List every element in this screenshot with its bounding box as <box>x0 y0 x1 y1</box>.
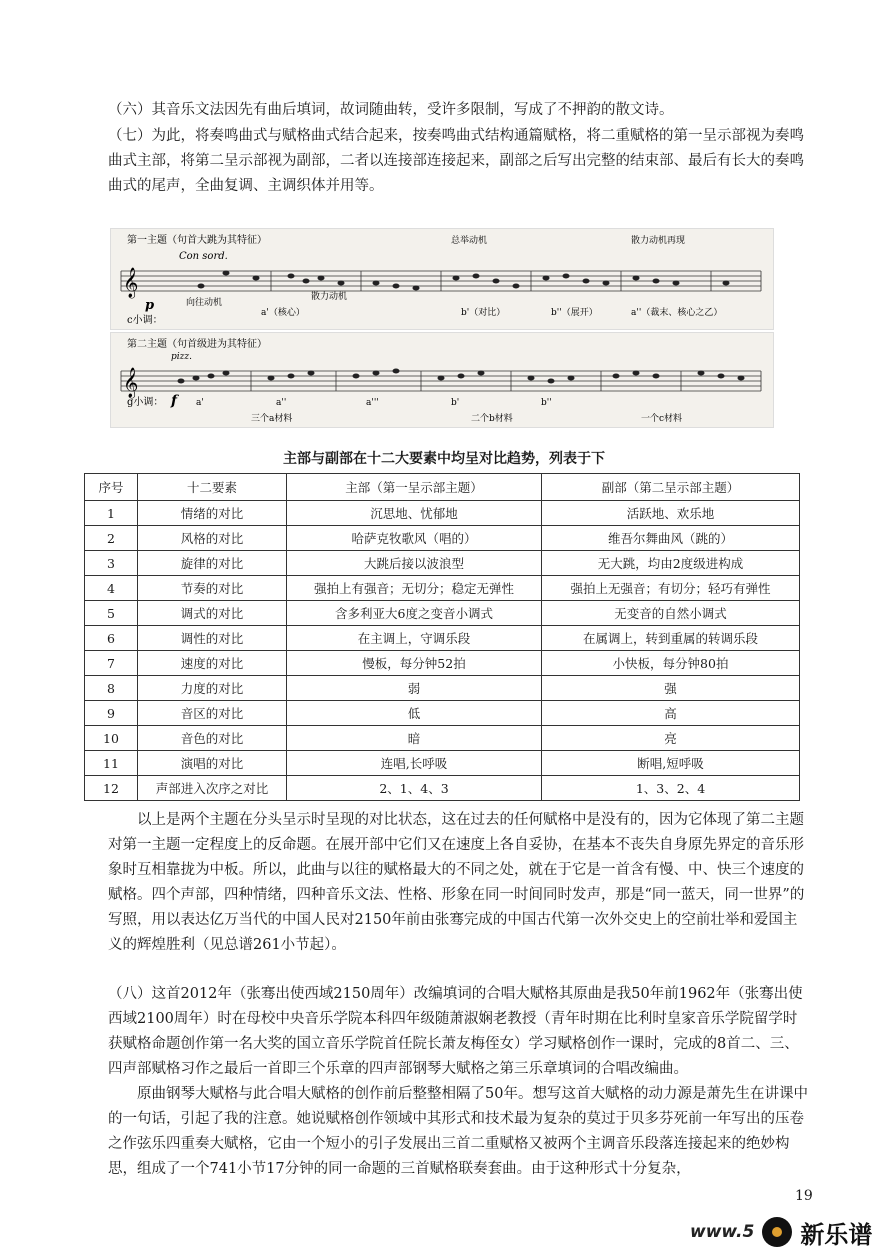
score-theme-1-staff <box>111 229 773 329</box>
score2-key: g小调： <box>127 397 164 408</box>
cell-main: 慢板，每分钟52拍 <box>287 651 542 676</box>
paragraph-7: （七）为此，将奏鸣曲式与赋格曲式结合起来，按奏鸣曲式结构通篇赋格，将二重赋格的第一呈示部视为奏鸣曲式主部，将第二呈示部视为副部，二者以连接部连接起来，副部之后写出完整的结束部、最后有长大的奏鸣曲式的尾声，全曲复调、主调织体并用等。 <box>108 128 804 194</box>
table-row <box>85 576 800 601</box>
cell-secondary: 亮 <box>542 726 800 751</box>
comparison-table <box>84 473 800 801</box>
cell-secondary: 强拍上无强音；有切分；轻巧有弹性 <box>542 576 800 601</box>
cell-element: 声部进入次序之对比 <box>138 776 287 801</box>
cell-index: 8 <box>85 676 138 701</box>
cell-element: 速度的对比 <box>138 651 287 676</box>
score1-label-3: 总举动机 <box>451 236 488 246</box>
score1-marking: Con sord. <box>179 251 228 262</box>
cell-secondary: 在属调上，转到重属的转调乐段 <box>542 626 800 651</box>
score2-marking: pizz. <box>171 352 192 362</box>
cell-index: 5 <box>85 601 138 626</box>
table-row <box>85 651 800 676</box>
page-number: 19 <box>795 1188 813 1204</box>
record-disk-icon <box>762 1217 792 1247</box>
cell-secondary: 维吾尔舞曲风（跳的） <box>542 526 800 551</box>
score-theme-1 <box>110 228 774 330</box>
cell-secondary: 强 <box>542 676 800 701</box>
cell-secondary: 高 <box>542 701 800 726</box>
cell-secondary: 断唱,短呼吸 <box>542 751 800 776</box>
cell-main: 连唱,长呼吸 <box>287 751 542 776</box>
paragraph-8: （八）这首2012年（张骞出使西域2150周年）改编填词的合唱大赋格其原曲是我50年前1962年（张骞出使西域2100周年）时在母校中央音乐学院本科四年级随萧淑娴老教授（青年时期在比利时皇家音乐学院留学时获赋格命题创作第一名大奖的国立音乐学院首任院长萧友梅侄女）学习赋格创作一课时，完成的8首二、三、四声部赋格习作之最后一首即三个乐章的四声部钢琴大赋格之第三乐章填词的合唱改编曲。 <box>108 986 803 1077</box>
table-row <box>85 676 800 701</box>
cell-index: 10 <box>85 726 138 751</box>
score2-sub-4: b' <box>451 398 460 408</box>
score1-title: 第一主题（句首大跳为其特征） <box>127 235 267 246</box>
cell-element: 节奏的对比 <box>138 576 287 601</box>
logo-brand: 新乐谱 <box>800 1220 873 1249</box>
cell-main: 强拍上有强音；无切分；稳定无弹性 <box>287 576 542 601</box>
score2-group-3: 一个c材料 <box>641 414 683 424</box>
cell-element: 音区的对比 <box>138 701 287 726</box>
cell-index: 1 <box>85 501 138 526</box>
score-theme-2-staff <box>111 333 773 427</box>
score1-sub-4: a''（裁末、核心之乙） <box>631 308 723 318</box>
score2-sub-1: a' <box>196 398 204 408</box>
cell-main: 低 <box>287 701 542 726</box>
cell-secondary: 活跃地、欢乐地 <box>542 501 800 526</box>
score1-dynamic: p <box>145 298 155 313</box>
score2-staff-lines <box>121 371 761 391</box>
score2-group-1: 三个a材料 <box>251 414 293 424</box>
score2-title: 第二主题（句首级进为其特征） <box>127 339 267 350</box>
site-logo <box>690 1214 872 1250</box>
cell-element: 风格的对比 <box>138 526 287 551</box>
table-header-row <box>85 474 800 501</box>
cell-element: 力度的对比 <box>138 676 287 701</box>
cell-element: 情绪的对比 <box>138 501 287 526</box>
cell-main: 在主调上，守调乐段 <box>287 626 542 651</box>
cell-secondary: 无大跳，均由2度级进构成 <box>542 551 800 576</box>
cell-index: 4 <box>85 576 138 601</box>
score1-notes <box>198 271 730 291</box>
cell-main: 哈萨克牧歌风（唱的） <box>287 526 542 551</box>
cell-secondary: 1、3、2、4 <box>542 776 800 801</box>
table-row <box>85 626 800 651</box>
table-caption: 主部与副部在十二大要素中均呈对比趋势，列表于下 <box>283 451 605 467</box>
cell-main: 沉思地、忧郁地 <box>287 501 542 526</box>
cell-secondary: 无变音的自然小调式 <box>542 601 800 626</box>
treble-clef-icon: 𝄞 <box>123 268 139 298</box>
cell-index: 11 <box>85 751 138 776</box>
score2-group-2: 二个b材料 <box>471 414 513 424</box>
table-row <box>85 701 800 726</box>
score2-dynamic: f <box>171 393 178 409</box>
table-row <box>85 751 800 776</box>
score-theme-2 <box>110 332 774 428</box>
cell-index: 3 <box>85 551 138 576</box>
cell-element: 旋律的对比 <box>138 551 287 576</box>
table-row <box>85 601 800 626</box>
cell-element: 调性的对比 <box>138 626 287 651</box>
cell-main: 2、1、4、3 <box>287 776 542 801</box>
score1-label-1: 向往动机 <box>186 298 223 308</box>
table-row <box>85 526 800 551</box>
cell-element: 演唱的对比 <box>138 751 287 776</box>
score2-sub-2: a'' <box>276 398 287 408</box>
score1-sub-1: a'（核心） <box>261 308 305 318</box>
cell-main: 暗 <box>287 726 542 751</box>
logo-url: www.5 <box>690 1222 755 1242</box>
cell-element: 调式的对比 <box>138 601 287 626</box>
cell-secondary: 小快板，每分钟80拍 <box>542 651 800 676</box>
score1-sub-3: b''（展开） <box>551 308 598 318</box>
cell-index: 7 <box>85 651 138 676</box>
paragraph-6: （六）其音乐文法因先有曲后填词，故词随曲转，受许多限制，写成了不押韵的散文诗。 <box>108 102 674 118</box>
paragraph-analysis: 以上是两个主题在分头呈示时呈现的对比状态，这在过去的任何赋格中是没有的，因为它体现了第二主题对第一主题一定程度上的反命题。在展开部中它们又在速度上各自妥协，在基本不丧失自身原先界定的音乐形象时互相靠拢为中板。所以，此曲与以往的赋格最大的不同之处，就在于它是一首含有慢、中、快三个速度的赋格。四个声部，四种情绪，四种音乐文法、性格、形象在同一时间同时发声，那是“同一蓝天，同一世界”的写照，用以表达亿万当代的中国人民对2150年前由张骞完成的中国古代第一次外交史上的空前壮举和爱国主义的辉煌胜利（见总谱261小节起）。 <box>108 812 805 953</box>
cell-index: 12 <box>85 776 138 801</box>
cell-main: 弱 <box>287 676 542 701</box>
score2-sub-3: a''' <box>366 398 379 408</box>
cell-index: 2 <box>85 526 138 551</box>
score1-key: c小调： <box>127 315 163 326</box>
score1-label-2: 散力动机 <box>311 292 348 302</box>
header-main: 主部（第一呈示部主题） <box>287 474 542 501</box>
table-row <box>85 776 800 801</box>
cell-element: 音色的对比 <box>138 726 287 751</box>
score1-sub-2: b'（对比） <box>461 308 506 318</box>
cell-index: 9 <box>85 701 138 726</box>
cell-index: 6 <box>85 626 138 651</box>
header-secondary: 副部（第二呈示部主题） <box>542 474 800 501</box>
header-index: 序号 <box>85 474 138 501</box>
cell-main: 大跳后接以波浪型 <box>287 551 542 576</box>
header-element: 十二要素 <box>138 474 287 501</box>
table-row <box>85 551 800 576</box>
score2-sub-5: b'' <box>541 398 552 408</box>
score1-staff-lines <box>121 271 761 291</box>
paragraph-origin: 原曲钢琴大赋格与此合唱大赋格的创作前后整整相隔了50年。想写这首大赋格的动力源是萧先生在讲课中的一句话，引起了我的注意。她说赋格创作领域中其形式和技术最为复杂的莫过于贝多芬死前一年写出的压卷之作弦乐四重奏大赋格，它由一个短小的引子发展出三首二重赋格又被两个主调音乐段落连接起来的绝妙构思，组成了一个741小节17分钟的同一命题的三首赋格联奏套曲。由于这种形式十分复杂， <box>108 1086 808 1177</box>
score1-label-4: 散力动机再现 <box>631 236 686 246</box>
table-row <box>85 501 800 526</box>
cell-main: 含多利亚大6度之变音小调式 <box>287 601 542 626</box>
treble-clef-icon: 𝄞 <box>123 368 139 398</box>
table-row <box>85 726 800 751</box>
